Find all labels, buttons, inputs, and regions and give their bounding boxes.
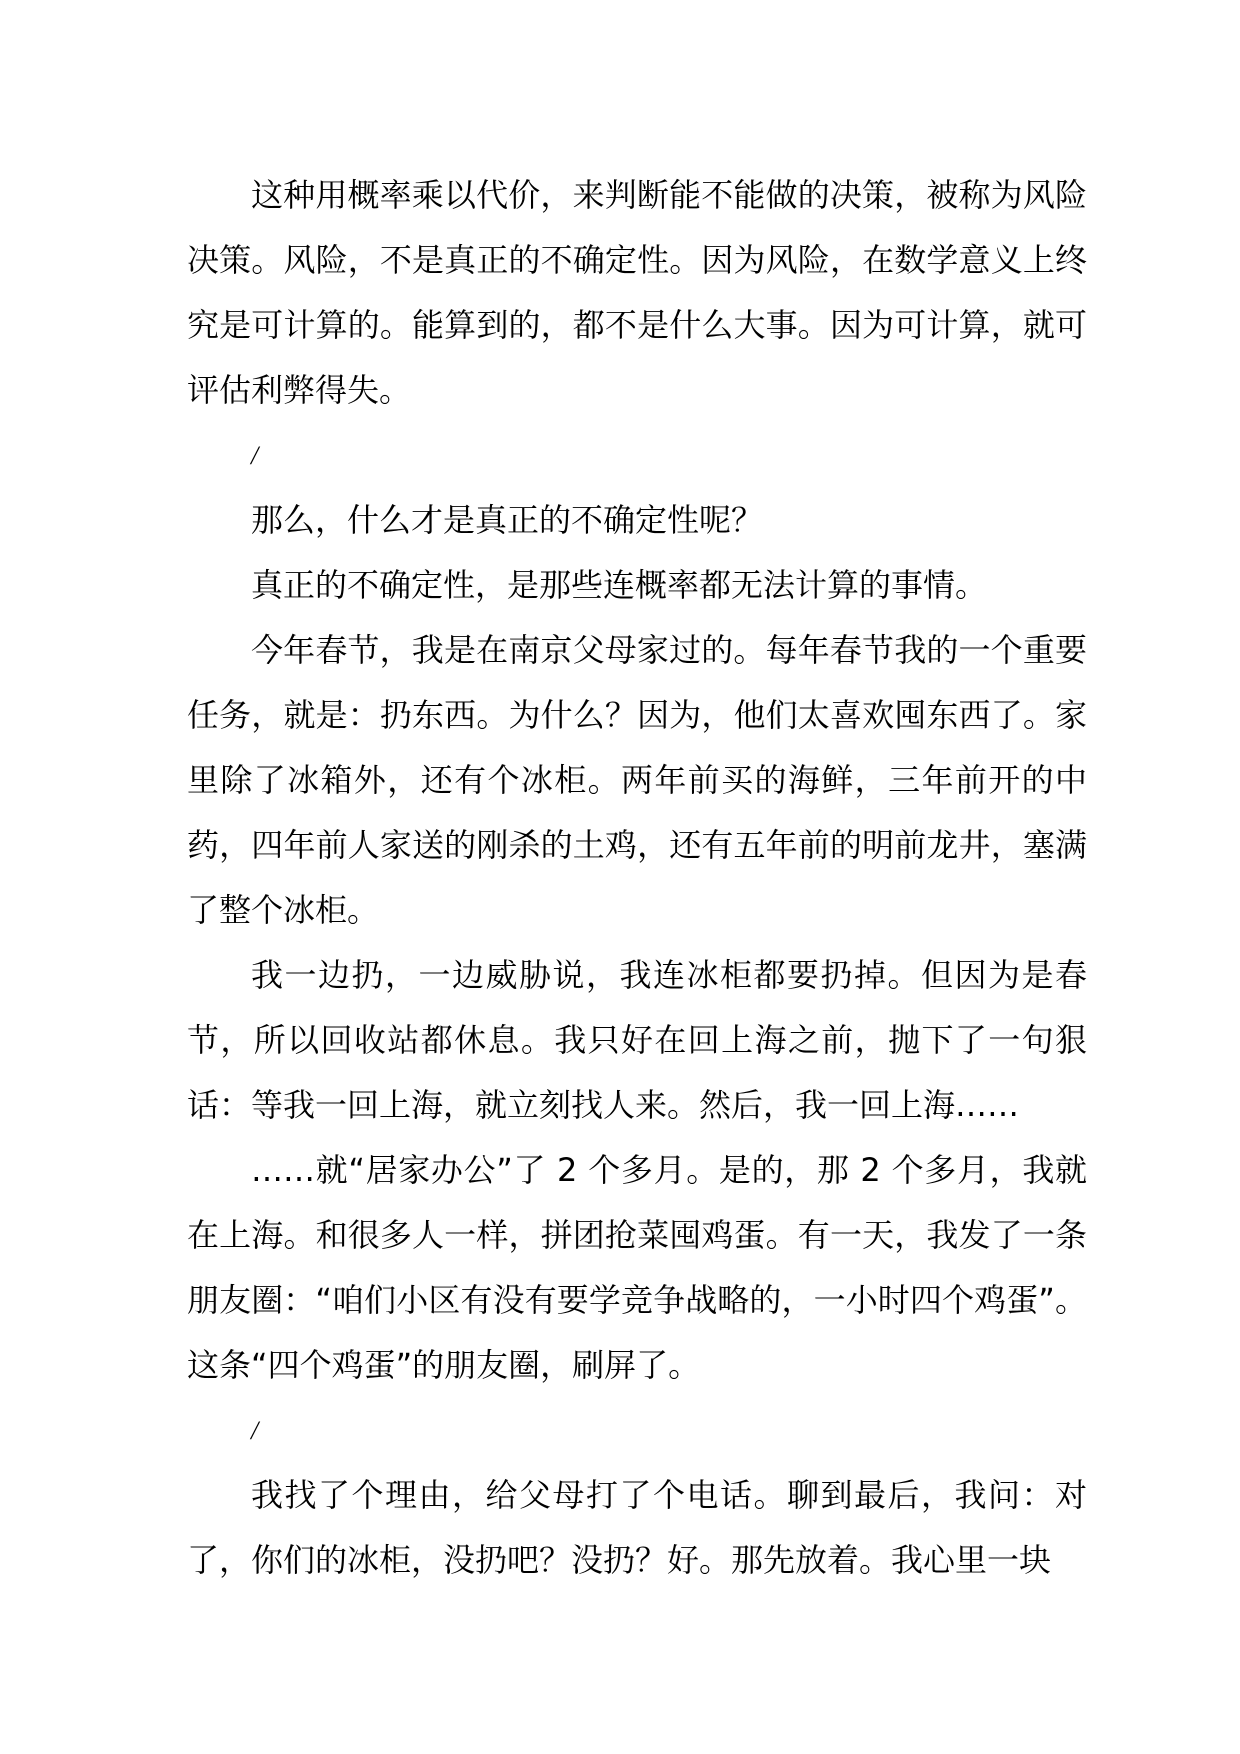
paragraph-question: 那么，什么才是真正的不确定性呢？ (251, 501, 764, 539)
paragraph-spring-festival: 今年春节，我是在南京父母家过的。每年春节我的一个重要任务，就是：扔东西。为什么？因为，他们太喜欢囤东西了。家里除了冰箱外，还有个冰柜。两年前买的海鲜，三年前开的中药，四年前人家送的刚杀的土鸡，还有五年前的明前龙井，塞满了整个冰柜。 (187, 631, 1087, 929)
document-body (187, 163, 1087, 1593)
paragraph-working-from-home: ……就“居家办公”了 2 个多月。是的，那 2 个多月，我就在上海。和很多人一样，拼团抢菜囤鸡蛋。有一天，我发了一条朋友圈：“咱们小区有没有要学竞争战略的，一小时四个鸡蛋”。这条“四个鸡蛋”的朋友圈，刷屏了。 (187, 1151, 1087, 1384)
section-divider: / (251, 441, 259, 470)
paragraph-risk-decision: 这种用概率乘以代价，来判断能不能做的决策，被称为风险决策。风险，不是真正的不确定性。因为风险，在数学意义上终究是可计算的。能算到的，都不是什么大事。因为可计算，就可评估利弊得失。 (187, 176, 1087, 409)
paragraph-throwing: 我一边扔，一边威胁说，我连冰柜都要扔掉。但因为是春节，所以回收站都休息。我只好在回上海之前，抛下了一句狠话：等我一回上海，就立刻找人来。然后，我一回上海…… (187, 956, 1087, 1124)
section-divider: / (251, 1416, 259, 1445)
paragraph-phone-call: 我找了个理由，给父母打了个电话。聊到最后，我问：对了，你们的冰柜，没扔吧？没扔？好。那先放着。我心里一块 (187, 1476, 1087, 1579)
paragraph-answer: 真正的不确定性，是那些连概率都无法计算的事情。 (251, 566, 988, 604)
